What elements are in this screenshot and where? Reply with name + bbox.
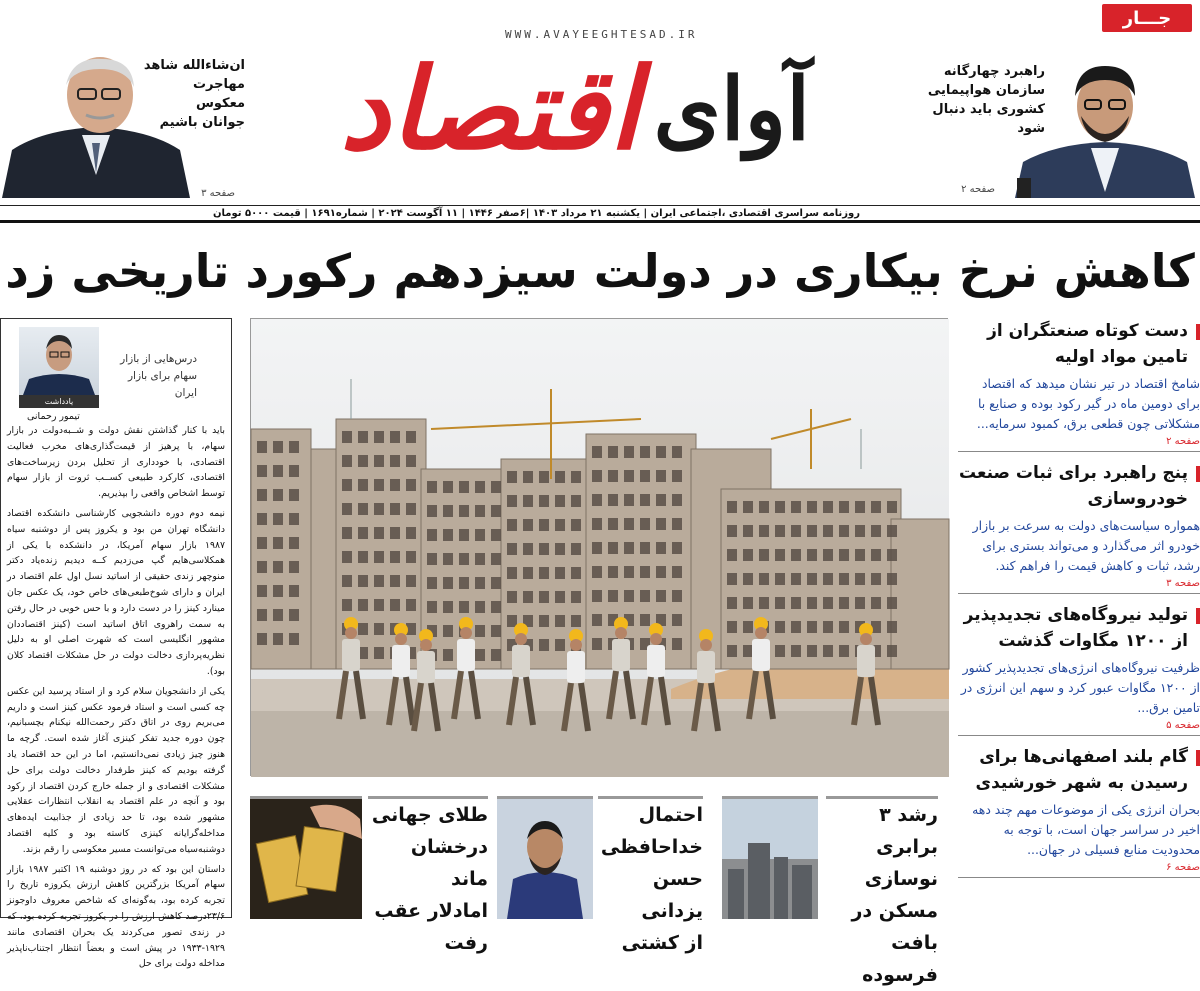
teaser-right-text[interactable] [910,62,1045,138]
opinion-tag: یادداشت [19,395,99,408]
news-item-body: شامخ اقتصاد در تیر نشان میدهد که اقتصاد برای دومین ماه در گیر رکود بوده و صنایع با مشکلاتی چون قطعی برق، کمبود سرمایه... [976,376,1200,431]
gold-headline[interactable] [368,796,488,954]
gold-headline-line: درخشان ماند [410,836,488,890]
opinion-column [0,318,232,970]
opinion-teaser-line: سهام برای بازار [127,370,197,382]
website-url: WWW.AVAYEEGHTESAD.IR [505,28,698,41]
news-item[interactable] [958,318,1200,452]
teaser-left-line: ان‌شاءالله شاهد [143,58,245,73]
news-item-title: دست کوتاه صنعتگران از تامین مواد اولیه [958,318,1200,370]
author-name: تیمور رحمانی [27,411,80,422]
author-box [7,325,225,422]
wrestler-photo[interactable] [497,796,593,916]
teaser-left-line: جوانان باشیم [159,115,245,130]
wrestling-headline[interactable] [598,796,703,954]
opinion-teaser-line: ایران [174,387,197,399]
news-item-title: گام بلند اصفهانی‌ها برای رسیدن به شهر خورشیدی [958,744,1200,796]
city-photo[interactable] [722,796,818,916]
news-item-title: پنج راهبرد برای ثبات صنعت خودروسازی [958,460,1200,512]
news-item-title: تولید نیروگاه‌های تجدیدپذیر از ۱۲۰۰ مگاوات گذشت [958,602,1200,654]
opinion-paragraph: باید با کنار گذاشتن نقش دولت و شــبه‌دولت در بازار سهام، با پرهیز از قیمت‌گذاری‌های مخرب فعالیت اقتصادی، با خودداری از تحلیل بردن زیرساخت‌های اقتصادی، کارکرد طبیعی کســب ثروت از بازار سهام توسط اشخاص واقعی را بپذیریم. [7,425,225,500]
teaser-right-line: سازمان هواپیمایی [927,83,1045,98]
logo-word-eghtesad: اقتصاد [339,44,640,175]
logo-word-avaye: آوای [653,59,811,160]
teaser-right-line: کشوری باید دنبال [932,102,1045,117]
teaser-right-page: صفحه ۲ [961,184,995,195]
housing-headline-line: نوسازی [864,868,938,890]
jar-badge: جـــار [1102,4,1192,32]
dateline: روزنامه سراسری اقتصادی ،اجتماعی ایران | یکشنبه ۲۱ مرداد ۱۴۰۳ |۶صفر ۱۴۴۶ | ۱۱ آگوست ۲۰۲۴ | شماره۱۶۹۱ | قیمت ۵۰۰۰ تومان [0,205,1200,223]
gold-headline-line: طلای جهانی [371,804,488,826]
news-column-right [958,318,1200,918]
teaser-right-line: شود [1017,121,1045,136]
news-item-body: همواره سیاست‌های دولت به سرعت بر بازار خودرو اثر می‌گذارد و می‌تواند بستری برای رشد، ثبات و کاهش قیمت را فراهم کند. [972,518,1200,573]
teaser-left-page: صفحه ۳ [201,188,235,199]
news-item[interactable] [958,602,1200,736]
main-photo-construction-workers[interactable] [250,318,948,776]
main-headline[interactable]: کاهش نرخ بیکاری در دولت سیزدهم رکورد تاریخی زد [5,244,1195,298]
housing-headline-line: رشد ۳ برابری [876,804,938,858]
housing-headline-line: مسکن در بافت [851,900,938,954]
news-item-page: صفحه ۲ [958,436,1200,452]
opinion-teaser-line: درس‌هایی از بازار [120,353,197,365]
gold-headline-line: رفت [444,932,488,954]
gold-photo[interactable] [250,796,362,916]
author-avatar [19,327,99,405]
news-item-page: صفحه ۵ [958,720,1200,736]
teaser-right-line: راهبرد چهارگانه [943,64,1045,79]
opinion-paragraph: یکی از دانشجویان سلام کرد و از استاد پرسید این عکس چه کسی است و استاد فرمود عکس کینز است و داریم می‌بریم روی در اتاق دکتر رحمت‌الله نیکنام بچسبانیم، چون دوره جدید تفکر کینزی آغاز شده است. گرچه ما هنوز چیز زیادی نمی‌دانستیم، اما در این حد اقتصاد یاد گرفته بودیم که کینز طرفدار دخالت دولت برای حل مشکلات اقتصادی و از جمله خارج کردن اقتصاد از رکود بود و آنچه در علم اقتصاد به انقلاب انتظارات عقلایی مشهور شده بود، تا حد زیادی از جذابیت ایده‌های مداخله‌گرایانه کینزی کاسته بود و کلیه اقتصاد دوشنبه‌سیاه می‌توانست مسیر معکوسی را رقم بزند. [7,685,225,855]
news-item[interactable] [958,460,1200,594]
housing-headline-line: فرسوده [862,964,938,986]
wrestling-headline-line: احتمال [638,804,703,826]
wrestling-headline-line: خداحافظی [600,836,703,858]
opinion-paragraph: نیمه دوم دوره دانشجویی کارشناسی دانشکده اقتصاد دانشگاه تهران من بود و یکروز پس از دوشنبه سیاه ۱۹۸۷ بازار سهام آمریکا، در دانشکده با یکی از همکلاسی‌هایم گپ می‌زدیم کــه دیدیم زنده‌یاد دکتر منوچهر زندی حقیقی از اساتید نسل اول علم اقتصاد در ایران و دارای شوخ‌طبعی‌های خاص خود، یک عکس جان مینارد کینز را در دست دارد و با حس خوبی در حال رفتن به سمت راهروی اتاق اساتید است (کینز اقتصاددان مشهور انگلیسی است که شهرت اصلی او به دلیل نظریه‌پردازی دخالت دولت در حل مشکلات اقتصاد کلان بود). [7,507,225,677]
newspaper-logo [250,20,900,200]
opinion-teaser[interactable] [120,351,197,402]
teaser-left-text[interactable] [140,56,245,132]
news-item-body: بحران انرژی یکی از موضوعات مهم چند دهه اخیر در سراسر جهان است، با توجه به محدودیت منابع فسیلی در جهان... [972,802,1200,857]
news-item-page: صفحه ۳ [958,578,1200,594]
wrestling-headline-line: حسن یزدانی [641,868,703,922]
news-item[interactable] [958,744,1200,878]
news-item-page: صفحه ۶ [958,862,1200,878]
gold-headline-line: امادلار عقب [374,900,488,922]
wrestling-headline-line: از کشتی [621,932,703,954]
housing-headline[interactable] [826,796,938,986]
opinion-paragraph: داستان این بود که در روز دوشنبه ۱۹ اکتبر ۱۹۸۷ بازار سهام آمریکا بزرگترین کاهش ارزش یکروزه تاریخ را تجربه کرده بود، به‌گونه‌ای که شاخص معروف داوجونز ۲۳/۶درصد کاهش ارزش را در یکروز تجربه کرده بود، که در زندی تصور می‌کردند یک بحران اقتصادی مانند ۱۹۲۹-۱۹۳۳ در پیش است و بعضاً انتظار اجتناب‌ناپذیر مداخله دولت برای حل [7,863,226,970]
teaser-left-line: مهاجرت معکوس [192,77,245,111]
news-item-body: ظرفیت نیروگاه‌های انرژی‌های تجدیدپذیر کشور از ۱۲۰۰ مگاوات عبور کرد و سهم این انرژی در تامین برق... [960,660,1200,715]
